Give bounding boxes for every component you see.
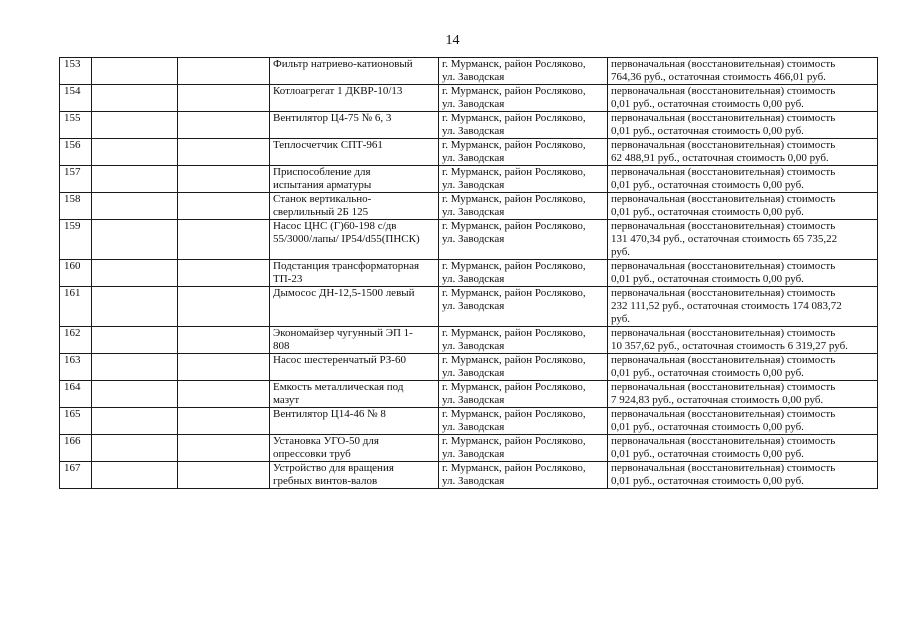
item-name-line: ТП-23 <box>273 273 303 285</box>
empty-cell <box>178 408 270 435</box>
empty-cell <box>92 58 178 85</box>
item-location-line: ул. Заводская <box>442 233 505 245</box>
row-number-text: 158 <box>64 193 81 205</box>
table-row <box>60 166 878 193</box>
item-cost-line: 62 488,91 руб., остаточная стоимость 0,00 руб. <box>611 152 829 164</box>
item-cost-line: первоначальная (восстановительная) стоимость <box>611 327 836 339</box>
row-number-text: 164 <box>64 381 81 393</box>
item-location <box>439 408 608 435</box>
item-cost-line: 0,01 руб., остаточная стоимость 0,00 руб. <box>611 179 804 191</box>
item-cost-line: 10 357,62 руб., остаточная стоимость 6 319,27 руб. <box>611 340 848 352</box>
row-number <box>60 85 92 112</box>
table-row <box>60 260 878 287</box>
item-cost <box>608 85 878 112</box>
empty-cell <box>178 220 270 260</box>
item-location-line: г. Мурманск, район Росляково, <box>442 220 586 232</box>
table-row <box>60 327 878 354</box>
row-number <box>60 327 92 354</box>
page-number: 14 <box>445 33 460 48</box>
empty-cell <box>92 354 178 381</box>
row-number <box>60 462 92 489</box>
item-cost <box>608 354 878 381</box>
table-row <box>60 354 878 381</box>
item-location-line: ул. Заводская <box>442 152 505 164</box>
item-cost-line: 131 470,34 руб., остаточная стоимость 65 735,22 <box>611 233 838 245</box>
item-location-line: ул. Заводская <box>442 340 505 352</box>
item-cost-line: 0,01 руб., остаточная стоимость 0,00 руб. <box>611 475 804 487</box>
item-location <box>439 381 608 408</box>
item-cost-line: первоначальная (восстановительная) стоимость <box>611 381 836 393</box>
table-row <box>60 220 878 260</box>
item-name-line: Насос ЦНС (Г)60-198 с/дв <box>273 220 397 232</box>
empty-cell <box>92 287 178 327</box>
empty-cell <box>92 435 178 462</box>
row-number-text: 156 <box>64 139 81 151</box>
row-number-text: 153 <box>64 58 81 70</box>
empty-cell <box>92 327 178 354</box>
row-number-text: 155 <box>64 112 81 124</box>
item-name <box>270 58 439 85</box>
item-location <box>439 112 608 139</box>
item-name <box>270 166 439 193</box>
item-location-line: ул. Заводская <box>442 98 505 110</box>
table-row <box>60 139 878 166</box>
item-cost <box>608 58 878 85</box>
item-location-line: г. Мурманск, район Росляково, <box>442 139 586 151</box>
item-name <box>270 435 439 462</box>
item-location-line: г. Мурманск, район Росляково, <box>442 287 586 299</box>
table-row <box>60 112 878 139</box>
empty-cell <box>92 193 178 220</box>
row-number-text: 165 <box>64 408 81 420</box>
item-name-line: 55/3000/лапы/ IP54/d55(ПНСК) <box>273 233 420 245</box>
item-cost <box>608 435 878 462</box>
item-name-line: Емкость металлическая под <box>273 381 404 393</box>
item-location-line: г. Мурманск, район Росляково, <box>442 354 586 366</box>
item-cost-line: 0,01 руб., остаточная стоимость 0,00 руб. <box>611 448 804 460</box>
empty-cell <box>92 381 178 408</box>
item-name-line: Приспособление для <box>273 166 371 178</box>
row-number-text: 162 <box>64 327 81 339</box>
empty-cell <box>92 462 178 489</box>
item-name-line: Экономайзер чугунный ЭП 1- <box>273 327 413 339</box>
table-row <box>60 287 878 327</box>
item-cost <box>608 260 878 287</box>
table-row <box>60 193 878 220</box>
empty-cell <box>178 85 270 112</box>
item-name-line: Устройство для вращения <box>273 462 394 474</box>
item-name <box>270 327 439 354</box>
item-location-line: г. Мурманск, район Росляково, <box>442 435 586 447</box>
item-location <box>439 220 608 260</box>
row-number <box>60 408 92 435</box>
item-name-line: сверлильный 2Б 125 <box>273 206 369 218</box>
item-cost-line: руб. <box>611 313 631 325</box>
row-number-text: 157 <box>64 166 81 178</box>
item-name <box>270 112 439 139</box>
item-cost-line: 0,01 руб., остаточная стоимость 0,00 руб. <box>611 421 804 433</box>
table-row <box>60 408 878 435</box>
row-number-text: 160 <box>64 260 81 272</box>
row-number-text: 167 <box>64 462 81 474</box>
item-location <box>439 166 608 193</box>
item-cost <box>608 408 878 435</box>
item-cost-line: первоначальная (восстановительная) стоимость <box>611 462 836 474</box>
item-name <box>270 287 439 327</box>
item-name-line: Котлоагрегат 1 ДКВР-10/13 <box>273 85 403 97</box>
item-name-line: Подстанция трансформаторная <box>273 260 420 272</box>
item-cost-line: 0,01 руб., остаточная стоимость 0,00 руб. <box>611 98 804 110</box>
item-name <box>270 408 439 435</box>
item-location-line: ул. Заводская <box>442 206 505 218</box>
item-cost-line: первоначальная (восстановительная) стоимость <box>611 166 836 178</box>
item-cost-line: первоначальная (восстановительная) стоимость <box>611 85 836 97</box>
item-location-line: г. Мурманск, район Росляково, <box>442 85 586 97</box>
empty-cell <box>92 85 178 112</box>
empty-cell <box>92 166 178 193</box>
item-location <box>439 139 608 166</box>
item-cost <box>608 287 878 327</box>
empty-cell <box>178 58 270 85</box>
item-location-line: ул. Заводская <box>442 179 505 191</box>
item-cost-line: 0,01 руб., остаточная стоимость 0,00 руб. <box>611 206 804 218</box>
item-name <box>270 381 439 408</box>
item-name-line: опрессовки труб <box>273 448 351 460</box>
empty-cell <box>178 354 270 381</box>
row-number-text: 166 <box>64 435 81 447</box>
item-name-line: мазут <box>273 394 300 406</box>
empty-cell <box>92 139 178 166</box>
item-location <box>439 58 608 85</box>
row-number <box>60 220 92 260</box>
item-cost-line: 0,01 руб., остаточная стоимость 0,00 руб. <box>611 273 804 285</box>
item-cost <box>608 381 878 408</box>
item-cost <box>608 139 878 166</box>
row-number <box>60 260 92 287</box>
item-name-line: Вентилятор Ц14-46 № 8 <box>273 408 386 420</box>
register-body <box>60 58 878 489</box>
item-cost-line: первоначальная (восстановительная) стоимость <box>611 260 836 272</box>
empty-cell <box>92 220 178 260</box>
item-cost-line: первоначальная (восстановительная) стоимость <box>611 354 836 366</box>
table-row <box>60 462 878 489</box>
row-number-text: 154 <box>64 85 81 97</box>
row-number-text: 163 <box>64 354 81 366</box>
item-name-line: испытания арматуры <box>273 179 372 191</box>
item-cost <box>608 166 878 193</box>
item-location <box>439 462 608 489</box>
item-location <box>439 435 608 462</box>
item-name-line: Фильтр натриево-катионовый <box>273 58 413 70</box>
empty-cell <box>178 112 270 139</box>
item-location-line: г. Мурманск, район Росляково, <box>442 408 586 420</box>
item-cost-line: руб. <box>611 246 631 258</box>
item-location-line: г. Мурманск, район Росляково, <box>442 166 586 178</box>
item-location-line: ул. Заводская <box>442 475 505 487</box>
item-name <box>270 260 439 287</box>
item-location <box>439 327 608 354</box>
item-cost-line: первоначальная (восстановительная) стоимость <box>611 408 836 420</box>
item-cost-line: первоначальная (восстановительная) стоимость <box>611 58 836 70</box>
item-location-line: г. Мурманск, район Росляково, <box>442 462 586 474</box>
item-cost <box>608 112 878 139</box>
item-location-line: г. Мурманск, район Росляково, <box>442 112 586 124</box>
item-name <box>270 85 439 112</box>
row-number <box>60 58 92 85</box>
table-row <box>60 381 878 408</box>
item-name <box>270 139 439 166</box>
item-cost-line: первоначальная (восстановительная) стоимость <box>611 112 836 124</box>
row-number <box>60 287 92 327</box>
empty-cell <box>178 166 270 193</box>
row-number <box>60 381 92 408</box>
row-number <box>60 112 92 139</box>
table-row <box>60 58 878 85</box>
empty-cell <box>178 462 270 489</box>
row-number-text: 161 <box>64 287 81 299</box>
item-name <box>270 193 439 220</box>
empty-cell <box>178 139 270 166</box>
item-cost-line: первоначальная (восстановительная) стоимость <box>611 287 836 299</box>
item-cost <box>608 327 878 354</box>
item-cost-line: первоначальная (восстановительная) стоимость <box>611 435 836 447</box>
table-row <box>60 435 878 462</box>
empty-cell <box>92 260 178 287</box>
item-name-line: 808 <box>273 340 290 352</box>
item-name-line: Вентилятор Ц4-75 № 6, 3 <box>273 112 392 124</box>
item-location <box>439 85 608 112</box>
item-location <box>439 354 608 381</box>
item-cost <box>608 220 878 260</box>
empty-cell <box>178 435 270 462</box>
item-location-line: ул. Заводская <box>442 448 505 460</box>
item-location-line: ул. Заводская <box>442 367 505 379</box>
empty-cell <box>178 287 270 327</box>
item-cost-line: 232 111,52 руб., остаточная стоимость 174 083,72 <box>611 300 842 312</box>
item-name-line: Станок вертикально- <box>273 193 372 205</box>
item-name-line: Насос шестеренчатый РЗ-60 <box>273 354 406 366</box>
item-location-line: ул. Заводская <box>442 421 505 433</box>
empty-cell <box>178 260 270 287</box>
row-number <box>60 193 92 220</box>
empty-cell <box>178 327 270 354</box>
item-location-line: ул. Заводская <box>442 125 505 137</box>
table-row <box>60 85 878 112</box>
empty-cell <box>178 381 270 408</box>
item-name-line: гребных винтов-валов <box>273 475 378 487</box>
item-location-line: г. Мурманск, район Росляково, <box>442 381 586 393</box>
item-name-line: Дымосос ДН-12,5-1500 левый <box>273 287 415 299</box>
item-cost-line: первоначальная (восстановительная) стоимость <box>611 139 836 151</box>
item-location-line: ул. Заводская <box>442 273 505 285</box>
item-location-line: ул. Заводская <box>442 300 505 312</box>
empty-cell <box>92 408 178 435</box>
item-cost-line: 7 924,83 руб., остаточная стоимость 0,00 руб. <box>611 394 824 406</box>
item-cost <box>608 462 878 489</box>
row-number <box>60 139 92 166</box>
item-location-line: г. Мурманск, район Росляково, <box>442 58 586 70</box>
item-name-line: Установка УГО-50 для <box>273 435 379 447</box>
item-location-line: ул. Заводская <box>442 71 505 83</box>
empty-cell <box>92 112 178 139</box>
row-number <box>60 354 92 381</box>
item-cost <box>608 193 878 220</box>
item-name <box>270 354 439 381</box>
item-location-line: г. Мурманск, район Росляково, <box>442 193 586 205</box>
item-name-line: Теплосчетчик СПТ-961 <box>273 139 383 151</box>
item-location <box>439 287 608 327</box>
item-location-line: ул. Заводская <box>442 394 505 406</box>
item-location <box>439 193 608 220</box>
empty-cell <box>178 193 270 220</box>
item-cost-line: первоначальная (восстановительная) стоимость <box>611 193 836 205</box>
property-register-table <box>59 57 878 489</box>
item-location-line: г. Мурманск, район Росляково, <box>442 260 586 272</box>
item-location <box>439 260 608 287</box>
item-cost-line: 764,36 руб., остаточная стоимость 466,01 руб. <box>611 71 826 83</box>
item-name <box>270 220 439 260</box>
item-location-line: г. Мурманск, район Росляково, <box>442 327 586 339</box>
item-name <box>270 462 439 489</box>
row-number <box>60 435 92 462</box>
item-cost-line: 0,01 руб., остаточная стоимость 0,00 руб. <box>611 367 804 379</box>
item-cost-line: первоначальная (восстановительная) стоимость <box>611 220 836 232</box>
row-number <box>60 166 92 193</box>
row-number-text: 159 <box>64 220 81 232</box>
item-cost-line: 0,01 руб., остаточная стоимость 0,00 руб. <box>611 125 804 137</box>
